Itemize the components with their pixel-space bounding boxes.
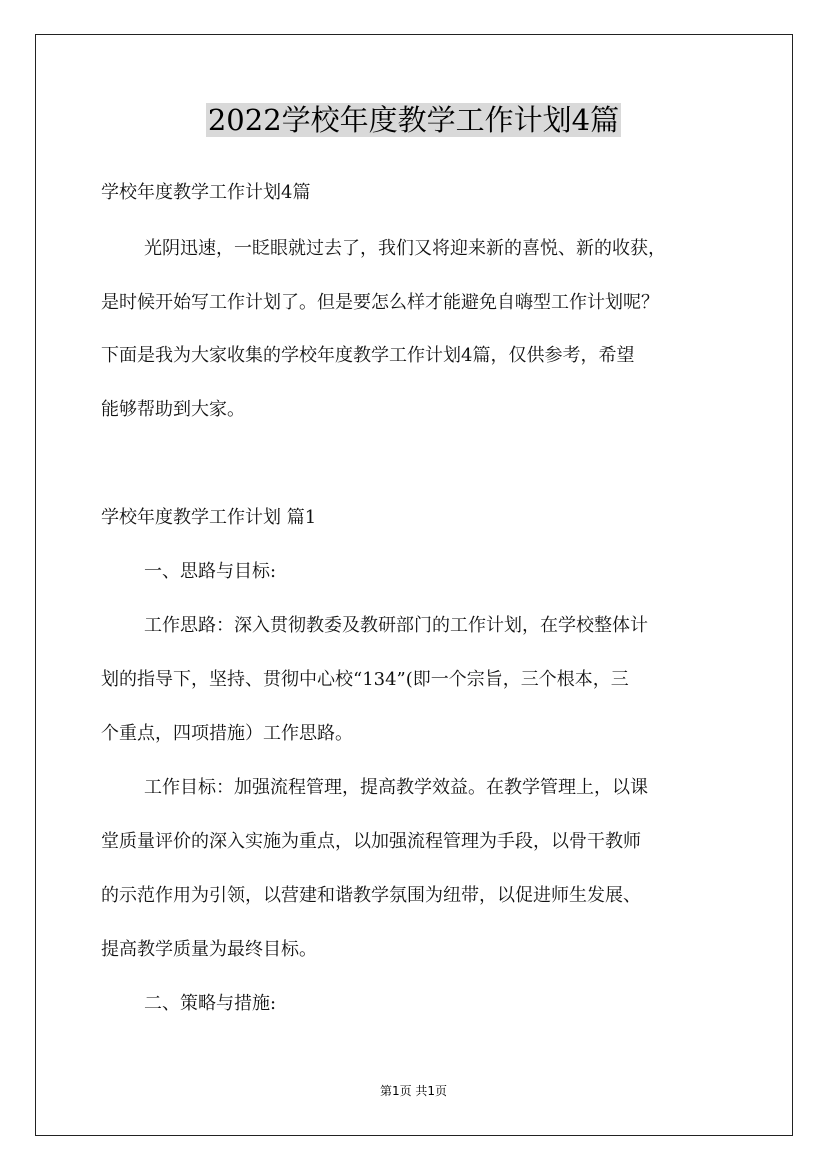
goal-line-2: 堂质量评价的深入实施为重点，以加强流程管理为手段，以骨干教师: [101, 831, 641, 852]
thinking-line-1: 工作思路：深入贯彻教委及教研部门的工作计划，在学校整体计: [144, 615, 648, 636]
intro-line-4: 能够帮助到大家。: [101, 399, 245, 420]
intro-line-1: 光阴迅速，一眨眼就过去了，我们又将迎来新的喜悦、新的收获，: [144, 238, 666, 259]
item-heading-2: 二、策略与措施:: [144, 993, 277, 1014]
section-heading: 学校年度教学工作计划 篇1: [101, 507, 317, 528]
document-title: 2022学校年度教学工作计划4篇: [207, 103, 620, 137]
page-footer: 第1页 共1页: [379, 1084, 448, 1098]
subtitle: 学校年度教学工作计划4篇: [101, 182, 311, 203]
intro-line-2: 是时候开始写工作计划了。但是要怎么样才能避免自嗨型工作计划呢？: [101, 292, 659, 313]
document-title-block: [0, 100, 827, 140]
goal-line-4: 提高教学质量为最终目标。: [101, 939, 317, 960]
goal-line-3: 的示范作用为引领，以营建和谐教学氛围为纽带，以促进师生发展、: [101, 885, 641, 906]
thinking-line-3: 个重点，四项措施）工作思路。: [101, 723, 353, 744]
goal-line-1: 工作目标：加强流程管理，提高教学效益。在教学管理上，以课: [144, 777, 648, 798]
thinking-line-2: 划的指导下，坚持、贯彻中心校“134”(即一个宗旨，三个根本，三: [101, 669, 629, 690]
intro-line-3: 下面是我为大家收集的学校年度教学工作计划4篇，仅供参考，希望: [101, 345, 635, 366]
item-heading-1: 一、思路与目标:: [144, 561, 277, 582]
